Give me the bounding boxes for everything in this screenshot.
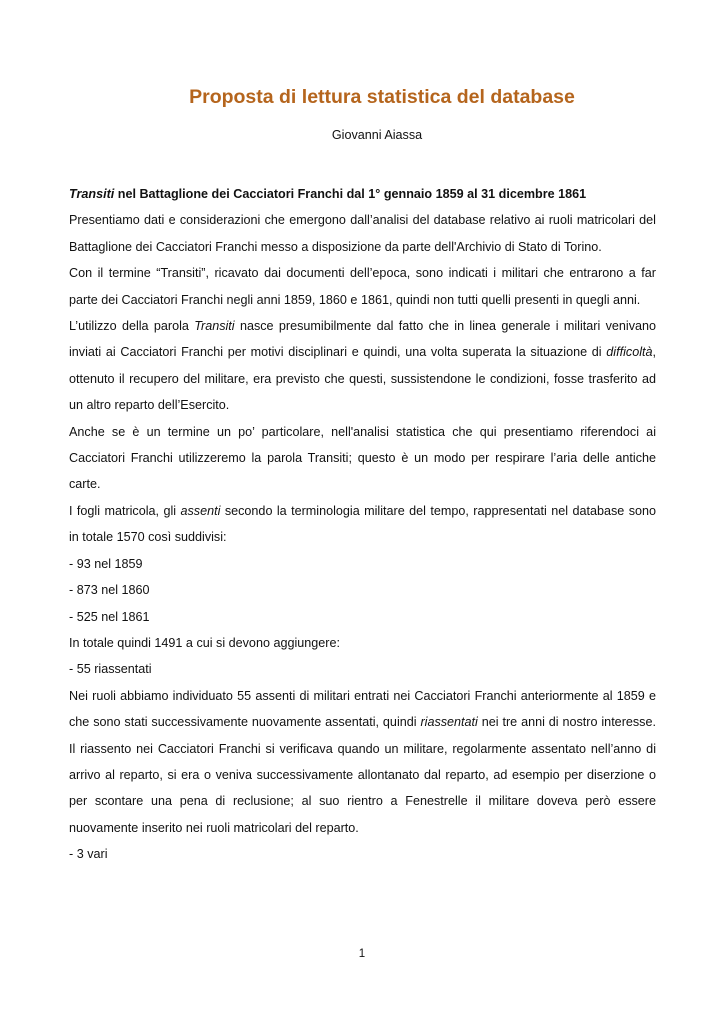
document-body xyxy=(69,181,656,868)
document-author: Giovanni Aiassa xyxy=(331,128,423,142)
paragraph-transiti-definition: Con il termine “Transiti”, ricavato dai documenti dell’epoca, sono indicati i militari che entrarono a far parte dei Cacciatori Franchi negli anni 1859, 1860 e 1861, quindi non tutti quelli presenti in quegli anni. xyxy=(69,266,656,307)
list-item-riassentati: - 55 riassentati xyxy=(69,662,152,677)
heading-text: nel Battaglione dei Cacciatori Franchi dal 1° gennaio 1859 al 31 dicembre 1861 xyxy=(114,187,587,201)
heading-italic-term: Transiti xyxy=(69,187,115,201)
paragraph-intro: Presentiamo dati e considerazioni che emergono dall’analisi del database relativo ai ruoli matricolari del Battaglione dei Cacciatori Franchi messo a disposizione da parte dell'Archivio di Stato di Torino. xyxy=(69,213,656,254)
paragraph-totale: In totale quindi 1491 a cui si devono aggiungere: xyxy=(69,635,340,650)
section-heading xyxy=(69,181,656,207)
list-item-1861: - 525 nel 1861 xyxy=(69,609,150,624)
paragraph-transiti-usage: L’utilizzo della parola Transiti nasce presumibilmente dal fatto che in linea generale i militari venivano inviati ai Cacciatori Franchi per motivi disciplinari e quindi, una volta superata la situazione di difficoltà, ottenuto il recupero del militare, era previsto che questi, sussistendone le condizioni, fosse trasferito ad un altro reparto dell’Esercito. xyxy=(69,319,656,413)
list-item-vari: - 3 vari xyxy=(69,847,108,862)
document-title: Proposta di lettura statistica del database xyxy=(189,86,575,108)
list-item-1860: - 873 nel 1860 xyxy=(69,583,150,598)
paragraph-fogli-matricola: I fogli matricola, gli assenti secondo la terminologia militare del tempo, rappresentati nel database sono in totale 1570 così suddivisi: xyxy=(69,503,657,545)
page-number: 1 xyxy=(358,948,366,960)
paragraph-terminology: Anche se è un termine un po’ particolare, nell'analisi statistica che qui presentiamo riferendoci ai Cacciatori Franchi utilizzeremo la parola Transiti; questo è un modo per respirare l’aria delle antiche carte. xyxy=(69,424,656,492)
paragraph-riassentati: Nei ruoli abbiamo individuato 55 assenti di militari entrati nei Cacciatori Franchi anteriormente al 1859 e che sono stati successivamente nuovamente assentati, quindi riassentati nei tre anni di nostro interesse. Il riassento nei Cacciatori Franchi si verificava quando un militare, regolarmente assentato nell’anno di arrivo al reparto, si era o veniva successivamente allontanato dal reparto, ad esempio per diserzione o per scontare una pena di reclusione; al suo rientro a Fenestrelle il militare doveva però essere nuovamente inserito nei ruoli matricolari del reparto. xyxy=(69,688,656,835)
list-item-1859: - 93 nel 1859 xyxy=(69,556,143,571)
